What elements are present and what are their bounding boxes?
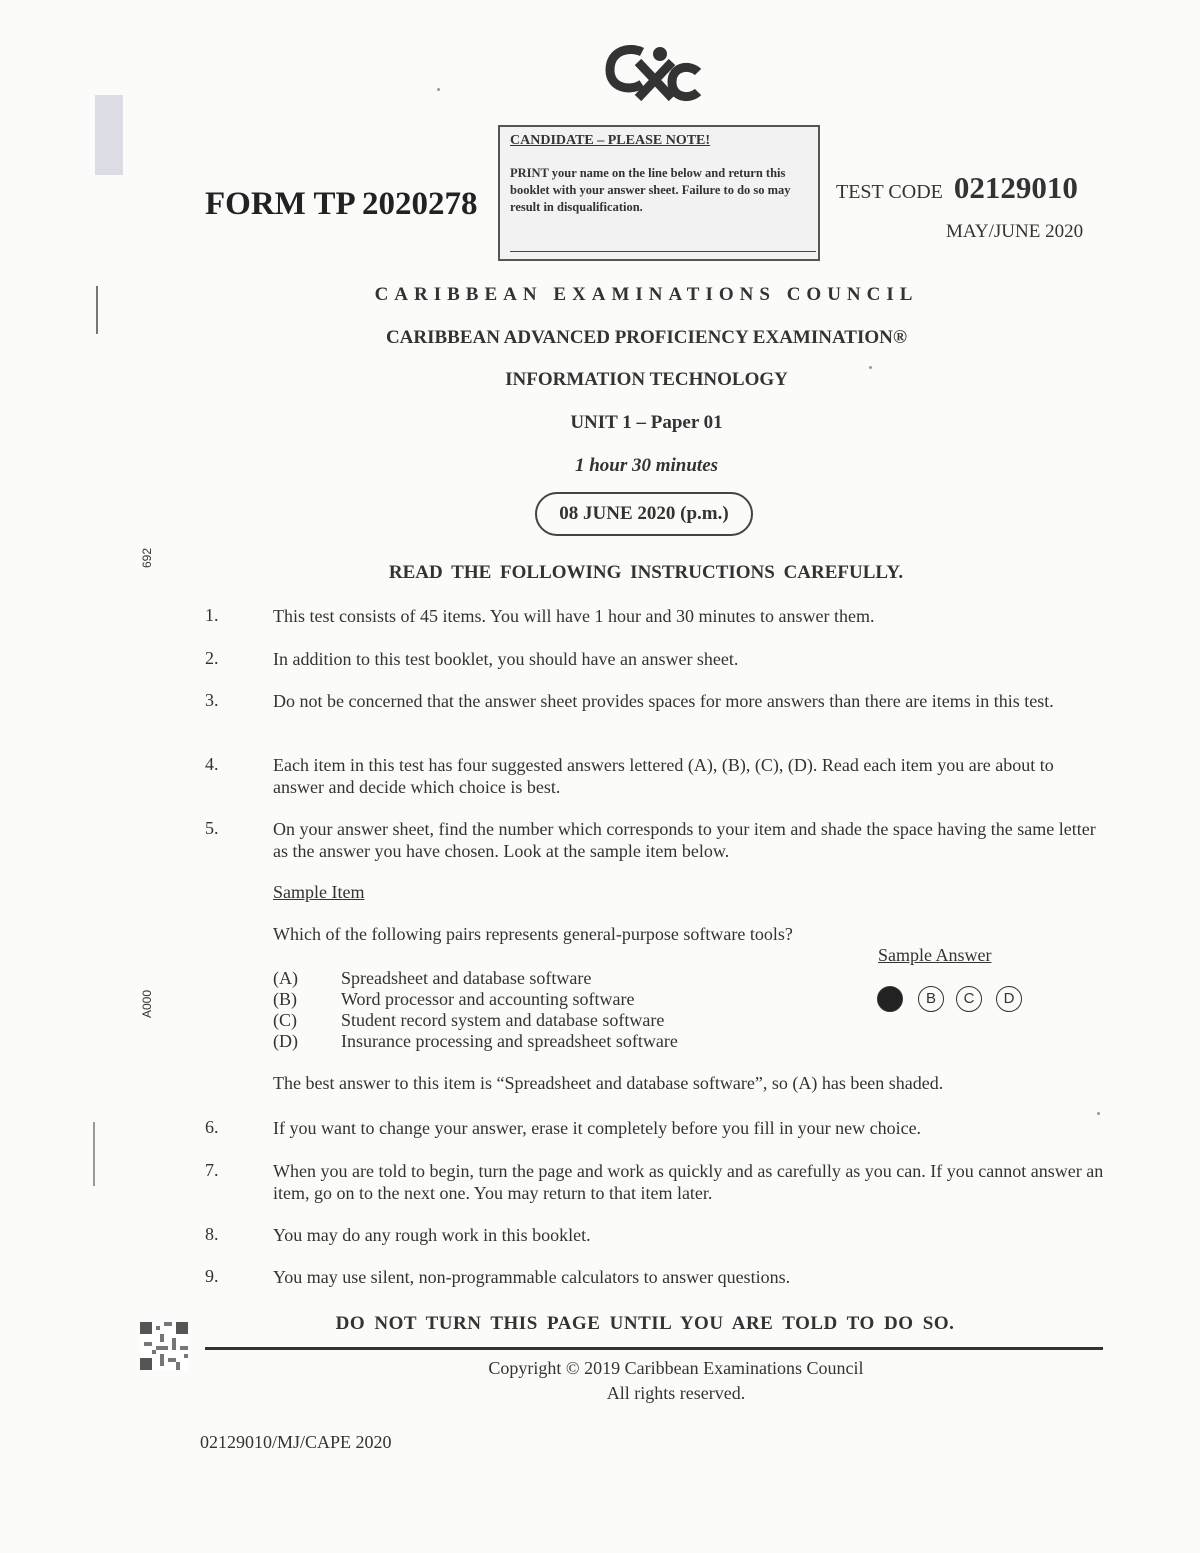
instructions-heading: READ THE FOLLOWING INSTRUCTIONS CAREFULLY. [388,562,904,583]
margin-code-top: 692 [140,547,154,568]
answer-bubble-d[interactable]: D [996,986,1022,1012]
option-text: Student record system and database software [341,1010,665,1030]
answer-bubble-c[interactable]: C [956,986,982,1012]
instruction-text: You may use silent, non-programmable calculators to answer questions. [273,1267,791,1287]
item-number: 8. [205,1224,219,1244]
option-letter: (D) [273,1031,298,1051]
item-number: 5. [205,818,219,838]
item-number: 9. [205,1266,219,1286]
instruction-text: You may do any rough work in this booklet. [273,1225,591,1245]
instruction-text: This test consists of 45 items. You will have 1 hour and 30 minutes to answer them. [273,606,875,626]
scan-mark [93,1122,95,1186]
margin-stamp [95,95,123,175]
instruction-text: When you are told to begin, turn the page and work as quickly and as carefully as you can. If you cannot answer an item, go on to the next one. You may return to that item later. [273,1161,1104,1203]
sample-question: Which of the following pairs represents general-purpose software tools? [273,924,793,944]
item-number: 4. [205,754,219,774]
footer-divider [205,1347,1103,1350]
unit-paper: UNIT 1 – Paper 01 [570,412,723,433]
option-text: Word processor and accounting software [341,989,635,1009]
instruction-text: Do not be concerned that the answer sheet provides spaces for more answers than there are items in this test. [273,691,1054,711]
item-number: 3. [205,690,219,710]
candidate-name-line[interactable] [510,251,816,252]
item-number: 7. [205,1160,219,1180]
option-letter: (B) [273,989,297,1009]
exam-date: 08 JUNE 2020 (p.m.) [535,492,753,536]
instruction-text: On your answer sheet, find the number which corresponds to your item and shade the space having the same letter as the answer you have chosen. Look at the sample item below. [273,819,1096,861]
test-code-value: 02129010 [953,170,1078,205]
option-letter: (C) [273,1010,297,1030]
option-text: Spreadsheet and database software [341,968,592,988]
scan-speck [1097,1112,1100,1115]
test-code-label: TEST CODE [836,181,943,203]
sample-item-label: Sample Item [273,882,365,902]
item-number: 6. [205,1117,219,1137]
scan-mark [96,286,98,334]
exam-duration: 1 hour 30 minutes [574,455,719,476]
rights-line: All rights reserved. [606,1383,746,1403]
instruction-text: Each item in this test has four suggested answers lettered (A), (B), (C), (D). Read each item you are about to answer and decide which choice is best. [273,755,1054,797]
option-letter: (A) [273,968,298,988]
do-not-turn-warning: DO NOT TURN THIS PAGE UNTIL YOU ARE TOLD TO DO SO. [335,1313,955,1334]
sample-explanation: The best answer to this item is “Spreadsheet and database software”, so (A) has been shaded. [273,1073,944,1093]
answer-bubble-b[interactable]: B [918,986,944,1012]
copyright-line: Copyright © 2019 Caribbean Examinations Council [488,1358,864,1378]
cxc-logo-icon [602,42,702,104]
notice-title: CANDIDATE – PLEASE NOTE! [510,133,711,148]
margin-code-bottom: A000 [140,989,154,1018]
notice-body: PRINT your name on the line below and return this booklet with your answer sheet. Failure to do so may result in disqualification. [510,166,791,214]
test-code [836,170,1078,206]
form-number: FORM TP 2020278 [205,186,478,222]
subject-name: INFORMATION TECHNOLOGY [505,369,788,390]
item-number: 1. [205,605,219,625]
exam-name: CARIBBEAN ADVANCED PROFICIENCY EXAMINATION® [385,327,908,348]
answer-bubble-a[interactable] [877,986,903,1012]
scan-speck [869,366,872,369]
instruction-text: If you want to change your answer, erase it completely before you fill in your new choice. [273,1118,922,1138]
cxc-logo [602,42,702,104]
scan-speck [437,88,440,91]
item-number: 2. [205,648,219,668]
exam-session: MAY/JUNE 2020 [946,221,1084,242]
sample-answer-label: Sample Answer [878,945,992,965]
option-text: Insurance processing and spreadsheet software [341,1031,678,1051]
candidate-notice-box [498,125,820,261]
council-name: CARIBBEAN EXAMINATIONS COUNCIL [374,284,919,305]
copyright [0,1356,1200,1406]
paper-reference-code: 02129010/MJ/CAPE 2020 [200,1432,392,1452]
instruction-text: In addition to this test booklet, you should have an answer sheet. [273,649,739,669]
